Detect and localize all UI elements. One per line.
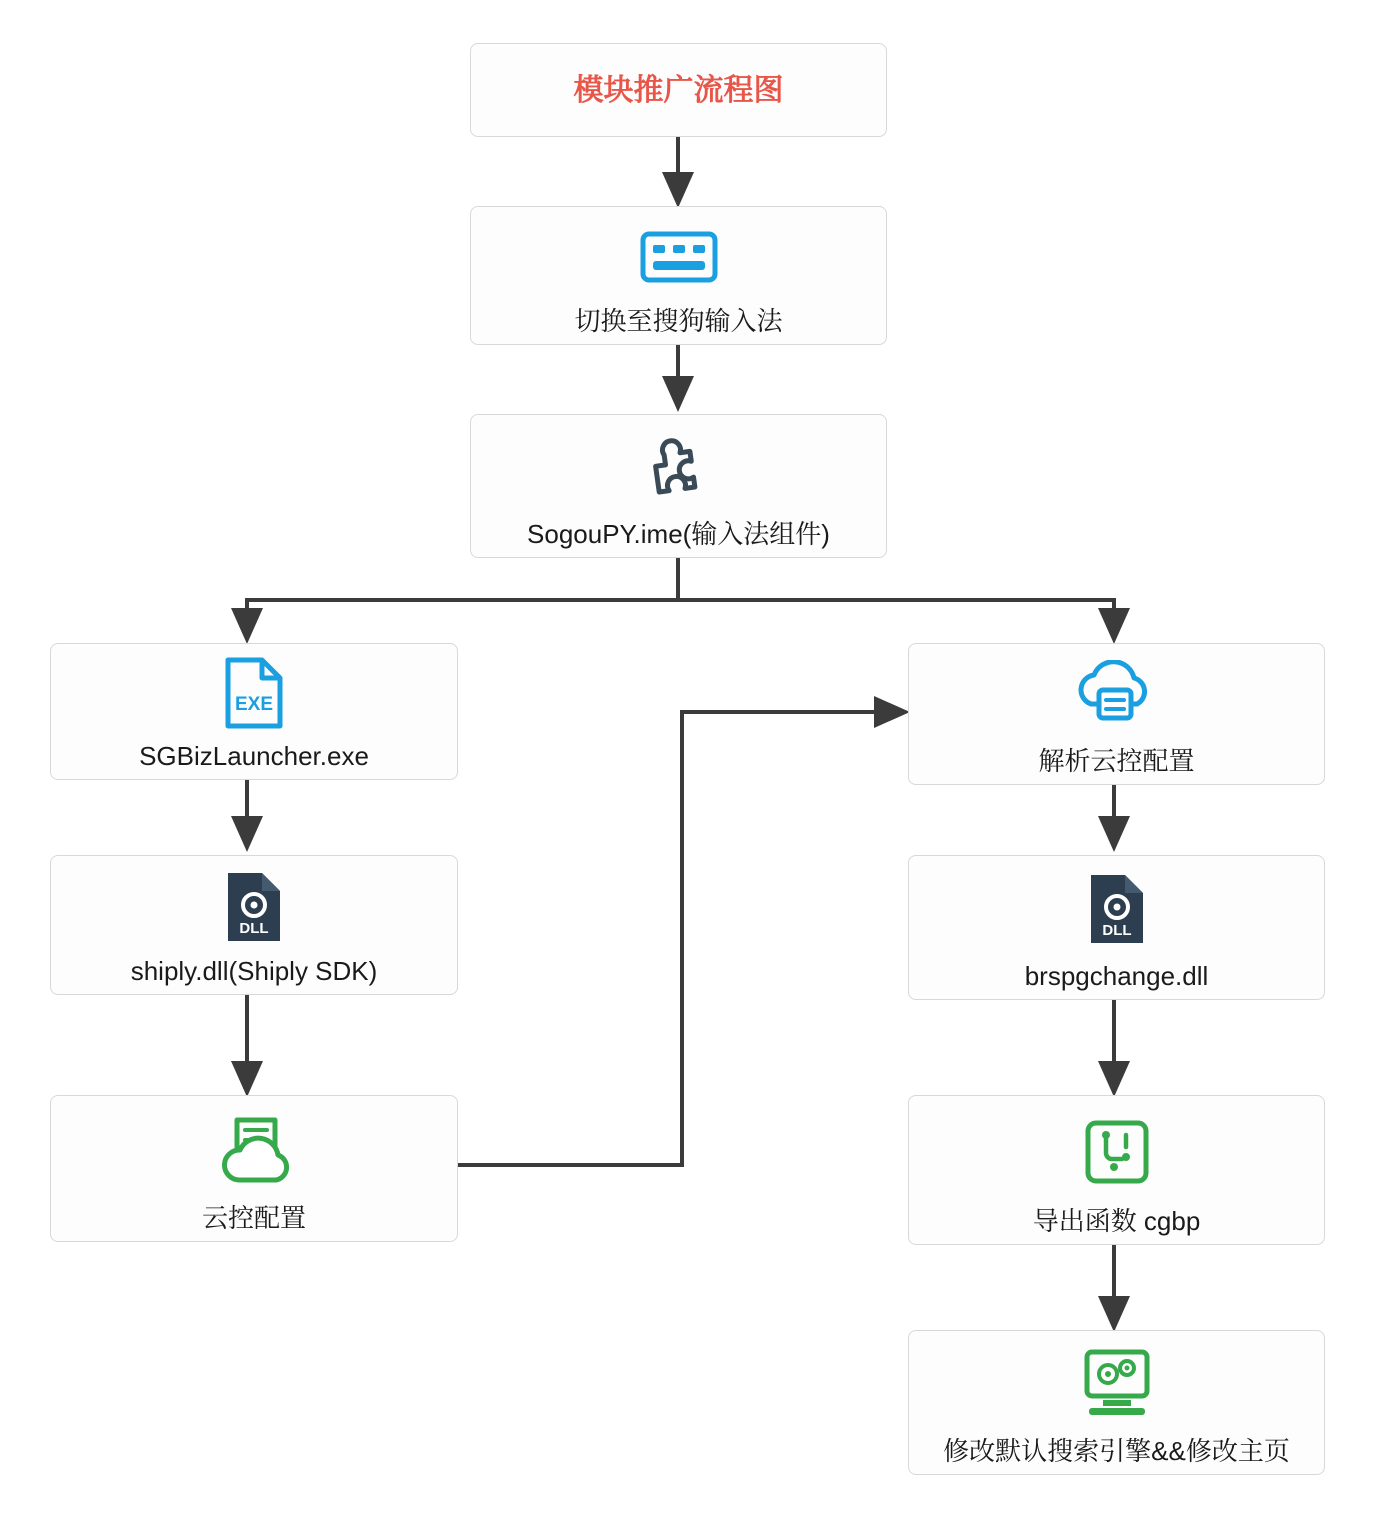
node-brspgchange-dll: [908, 855, 1325, 1000]
node-cloud-config-label: 云控配置: [201, 1203, 306, 1234]
node-cloud-config: [50, 1095, 458, 1242]
node-sgbizlauncher: [50, 643, 458, 780]
monitor-gears-icon: [909, 1331, 1324, 1437]
keyboard-icon: [471, 207, 886, 307]
node-modify-search-label: 修改默认搜索引擎&&修改主页: [943, 1436, 1290, 1467]
svg-text:DLL: DLL: [1101, 922, 1132, 940]
node-shiply-dll: [50, 855, 458, 995]
svg-text:DLL: DLL: [239, 919, 269, 937]
dll-file-icon: [909, 856, 1324, 962]
node-sogoupy-ime-label: SogouPY.ime(输入法组件): [527, 519, 830, 550]
dll-file-icon: [51, 856, 457, 957]
node-parse-cloud-config-label: 解析云控配置: [1038, 746, 1195, 777]
node-switch-ime: [470, 206, 887, 345]
node-export-func-label: 导出函数 cgbp: [1032, 1206, 1201, 1237]
node-switch-ime-label: 切换至搜狗输入法: [574, 306, 783, 337]
node-sogoupy-ime: [470, 414, 887, 558]
node-sgbizlauncher-label: SGBizLauncher.exe: [139, 741, 369, 772]
node-brspgchange-dll-label: brspgchange.dll: [1024, 961, 1209, 992]
node-modify-search: [908, 1330, 1325, 1475]
node-title-label: 模块推广流程图: [573, 73, 784, 107]
node-shiply-dll-label: shiply.dll(Shiply SDK): [130, 956, 378, 987]
cloud-server-icon: [909, 644, 1324, 747]
exe-file-icon: [51, 644, 457, 742]
puzzle-icon: [471, 415, 886, 520]
cloud-config-icon: [51, 1096, 457, 1204]
svg-text:EXE: EXE: [234, 694, 274, 716]
node-title: [470, 43, 887, 137]
export-function-icon: [909, 1096, 1324, 1207]
node-export-func: [908, 1095, 1325, 1245]
node-parse-cloud-config: [908, 643, 1325, 785]
